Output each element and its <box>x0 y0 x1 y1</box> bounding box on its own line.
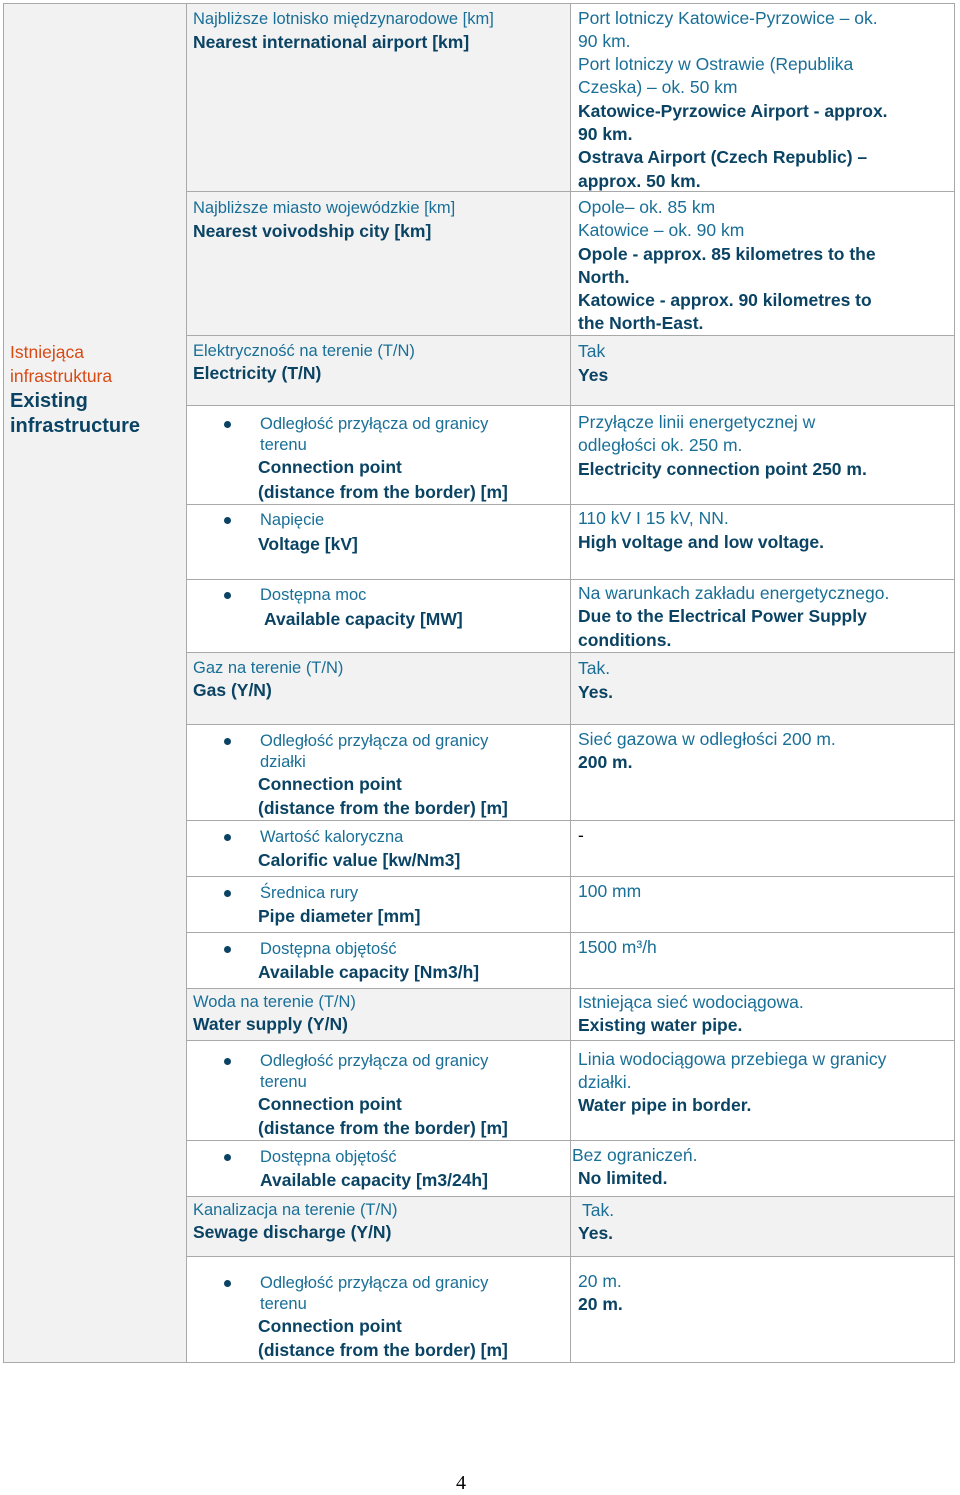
gas-value-en: Yes. <box>578 682 614 702</box>
bullet-icon <box>224 738 231 745</box>
city-value-line: Opole - approx. 85 kilometres to the <box>578 244 876 264</box>
row-divider <box>186 932 955 933</box>
electricity-value-pl: Tak <box>578 341 606 361</box>
sewage-conn-label-pl-1: Odległość przyłącza od granicy <box>260 1274 489 1292</box>
water-conn-label-en-2: (distance from the border) [m] <box>258 1118 508 1138</box>
voltage-label-en: Voltage [kV] <box>258 534 358 554</box>
row-divider <box>186 1040 955 1041</box>
sewage-conn-value-pl: 20 m. <box>578 1271 622 1291</box>
row-divider <box>186 724 955 725</box>
el-conn-label-pl-1: Odległość przyłącza od granicy <box>260 415 489 433</box>
bullet-icon <box>224 946 231 953</box>
bullet-icon <box>224 1058 231 1065</box>
table-border <box>570 3 571 1363</box>
gas-cap-label-pl: Dostępna objętość <box>260 940 397 958</box>
airport-value-line: Port lotniczy w Ostrawie (Republika <box>578 54 854 74</box>
row-divider <box>186 504 955 505</box>
gas-conn-label-en-1: Connection point <box>258 774 402 794</box>
gas-conn-label-en-2: (distance from the border) [m] <box>258 798 508 818</box>
el-cap-value-line: Na warunkach zakładu energetycznego. <box>578 583 890 603</box>
gas-label-pl: Gaz na terenie (T/N) <box>193 659 344 677</box>
bullet-icon <box>224 890 231 897</box>
table-border <box>3 3 4 1363</box>
voltage-value-pl: 110 kV I 15 kV, NN. <box>578 508 729 528</box>
airport-value-line: Ostrava Airport (Czech Republic) – <box>578 147 868 167</box>
sewage-value-pl: Tak. <box>582 1200 615 1220</box>
table-border <box>3 3 955 4</box>
sewage-value-en: Yes. <box>578 1223 614 1243</box>
airport-label-en: Nearest international airport [km] <box>193 32 470 52</box>
row-divider <box>186 876 955 877</box>
water-conn-label-pl-1: Odległość przyłącza od granicy <box>260 1052 489 1070</box>
row-bg <box>570 652 954 724</box>
city-value-line: Katowice – ok. 90 km <box>578 220 745 240</box>
gas-conn-value-en: 200 m. <box>578 752 633 772</box>
pipe-value: 100 mm <box>578 881 642 901</box>
row-divider <box>186 405 955 406</box>
row-divider <box>186 1256 955 1257</box>
airport-value-line: 90 km. <box>578 124 633 144</box>
gas-value-pl: Tak. <box>578 658 611 678</box>
airport-value-line: Katowice-Pyrzowice Airport - approx. <box>578 101 888 121</box>
el-conn-label-en-2: (distance from the border) [m] <box>258 482 508 502</box>
el-conn-label-en-1: Connection point <box>258 457 402 477</box>
el-cap-value-line: conditions. <box>578 630 672 650</box>
gas-cap-value: 1500 m³/h <box>578 937 657 957</box>
el-cap-label-en: Available capacity [MW] <box>264 609 463 629</box>
gas-conn-value-pl: Sieć gazowa w odległości 200 m. <box>578 729 836 749</box>
table-border <box>3 1362 955 1363</box>
water-cap-value-en: No limited. <box>578 1168 668 1188</box>
el-cap-label-pl: Dostępna moc <box>260 586 367 604</box>
section-label-pl-2: infrastruktura <box>10 366 113 386</box>
section-label-en-1: Existing <box>10 390 88 412</box>
calorific-value: - <box>578 825 584 845</box>
electricity-label-pl: Elektryczność na terenie (T/N) <box>193 342 415 360</box>
voltage-value-en: High voltage and low voltage. <box>578 532 824 552</box>
pipe-label-en: Pipe diameter [mm] <box>258 906 421 926</box>
calorific-label-en: Calorific value [kw/Nm3] <box>258 850 461 870</box>
city-value-line: Katowice - approx. 90 kilometres to <box>578 290 872 310</box>
row-divider <box>186 1140 955 1141</box>
city-value-line: Opole– ok. 85 km <box>578 197 716 217</box>
section-cell-bg <box>3 3 186 1363</box>
row-divider <box>186 1196 955 1197</box>
bullet-icon <box>224 592 231 599</box>
city-value-line: North. <box>578 267 630 287</box>
city-value-line: the North-East. <box>578 313 704 333</box>
sewage-conn-label-pl-2: terenu <box>260 1295 307 1313</box>
table-border <box>954 3 955 1363</box>
water-cap-value-pl: Bez ograniczeń. <box>572 1145 698 1165</box>
row-divider <box>186 579 955 580</box>
el-conn-value-line: odległości ok. 250 m. <box>578 435 743 455</box>
water-value-pl: Istniejąca sieć wodociągowa. <box>578 992 804 1012</box>
el-conn-label-pl-2: terenu <box>260 436 307 454</box>
pipe-label-pl: Średnica rury <box>260 884 359 902</box>
water-conn-value-line: Linia wodociągowa przebiega w granicy <box>578 1049 887 1069</box>
gas-conn-label-pl-2: działki <box>260 753 306 771</box>
el-conn-value-line: Electricity connection point 250 m. <box>578 459 867 479</box>
water-conn-value-line: Water pipe in border. <box>578 1095 752 1115</box>
el-cap-value-line: Due to the Electrical Power Supply <box>578 606 867 626</box>
gas-cap-label-en: Available capacity [Nm3/h] <box>258 962 480 982</box>
row-divider <box>186 191 955 192</box>
city-label-pl: Najbliższe miasto wojewódzkie [km] <box>193 199 456 217</box>
water-label-en: Water supply (Y/N) <box>193 1014 348 1034</box>
water-conn-label-pl-2: terenu <box>260 1073 307 1091</box>
airport-value-line: Port lotniczy Katowice-Pyrzowice – ok. <box>578 8 878 28</box>
airport-label-pl: Najbliższe lotnisko międzynarodowe [km] <box>193 10 494 28</box>
electricity-value-en: Yes <box>578 365 609 385</box>
water-conn-label-en-1: Connection point <box>258 1094 402 1114</box>
sewage-label-en: Sewage discharge (Y/N) <box>193 1222 392 1242</box>
section-label-pl-1: Istniejąca <box>10 342 84 362</box>
airport-value-line: Czeska) – ok. 50 km <box>578 77 738 97</box>
water-conn-value-line: działki. <box>578 1072 632 1092</box>
sewage-conn-label-en-1: Connection point <box>258 1316 402 1336</box>
bullet-icon <box>224 517 231 524</box>
row-divider <box>186 335 955 336</box>
page-number: 4 <box>456 1472 466 1494</box>
water-value-en: Existing water pipe. <box>578 1015 743 1035</box>
section-label-en-2: infrastructure <box>10 415 141 437</box>
table-border <box>186 3 187 1363</box>
airport-value-line: 90 km. <box>578 31 631 51</box>
water-cap-label-pl: Dostępna objętość <box>260 1148 397 1166</box>
row-bg <box>570 1196 954 1256</box>
row-bg <box>570 335 954 405</box>
electricity-label-en: Electricity (T/N) <box>193 363 322 383</box>
bullet-icon <box>224 834 231 841</box>
gas-conn-label-pl-1: Odległość przyłącza od granicy <box>260 732 489 750</box>
bullet-icon <box>224 1154 231 1161</box>
gas-label-en: Gas (Y/N) <box>193 680 272 700</box>
row-divider <box>186 820 955 821</box>
sewage-conn-label-en-2: (distance from the border) [m] <box>258 1340 508 1360</box>
calorific-label-pl: Wartość kaloryczna <box>260 828 404 846</box>
bullet-icon <box>224 1280 231 1287</box>
airport-value-line: approx. 50 km. <box>578 171 701 191</box>
voltage-label-pl: Napięcie <box>260 511 325 529</box>
row-divider <box>186 652 955 653</box>
row-divider <box>186 988 955 989</box>
bullet-icon <box>224 421 231 428</box>
city-label-en: Nearest voivodship city [km] <box>193 221 432 241</box>
water-label-pl: Woda na terenie (T/N) <box>193 993 356 1011</box>
sewage-label-pl: Kanalizacja na terenie (T/N) <box>193 1201 398 1219</box>
el-conn-value-line: Przyłącze linii energetycznej w <box>578 412 816 432</box>
water-cap-label-en: Available capacity [m3/24h] <box>260 1170 488 1190</box>
sewage-conn-value-en: 20 m. <box>578 1294 623 1314</box>
